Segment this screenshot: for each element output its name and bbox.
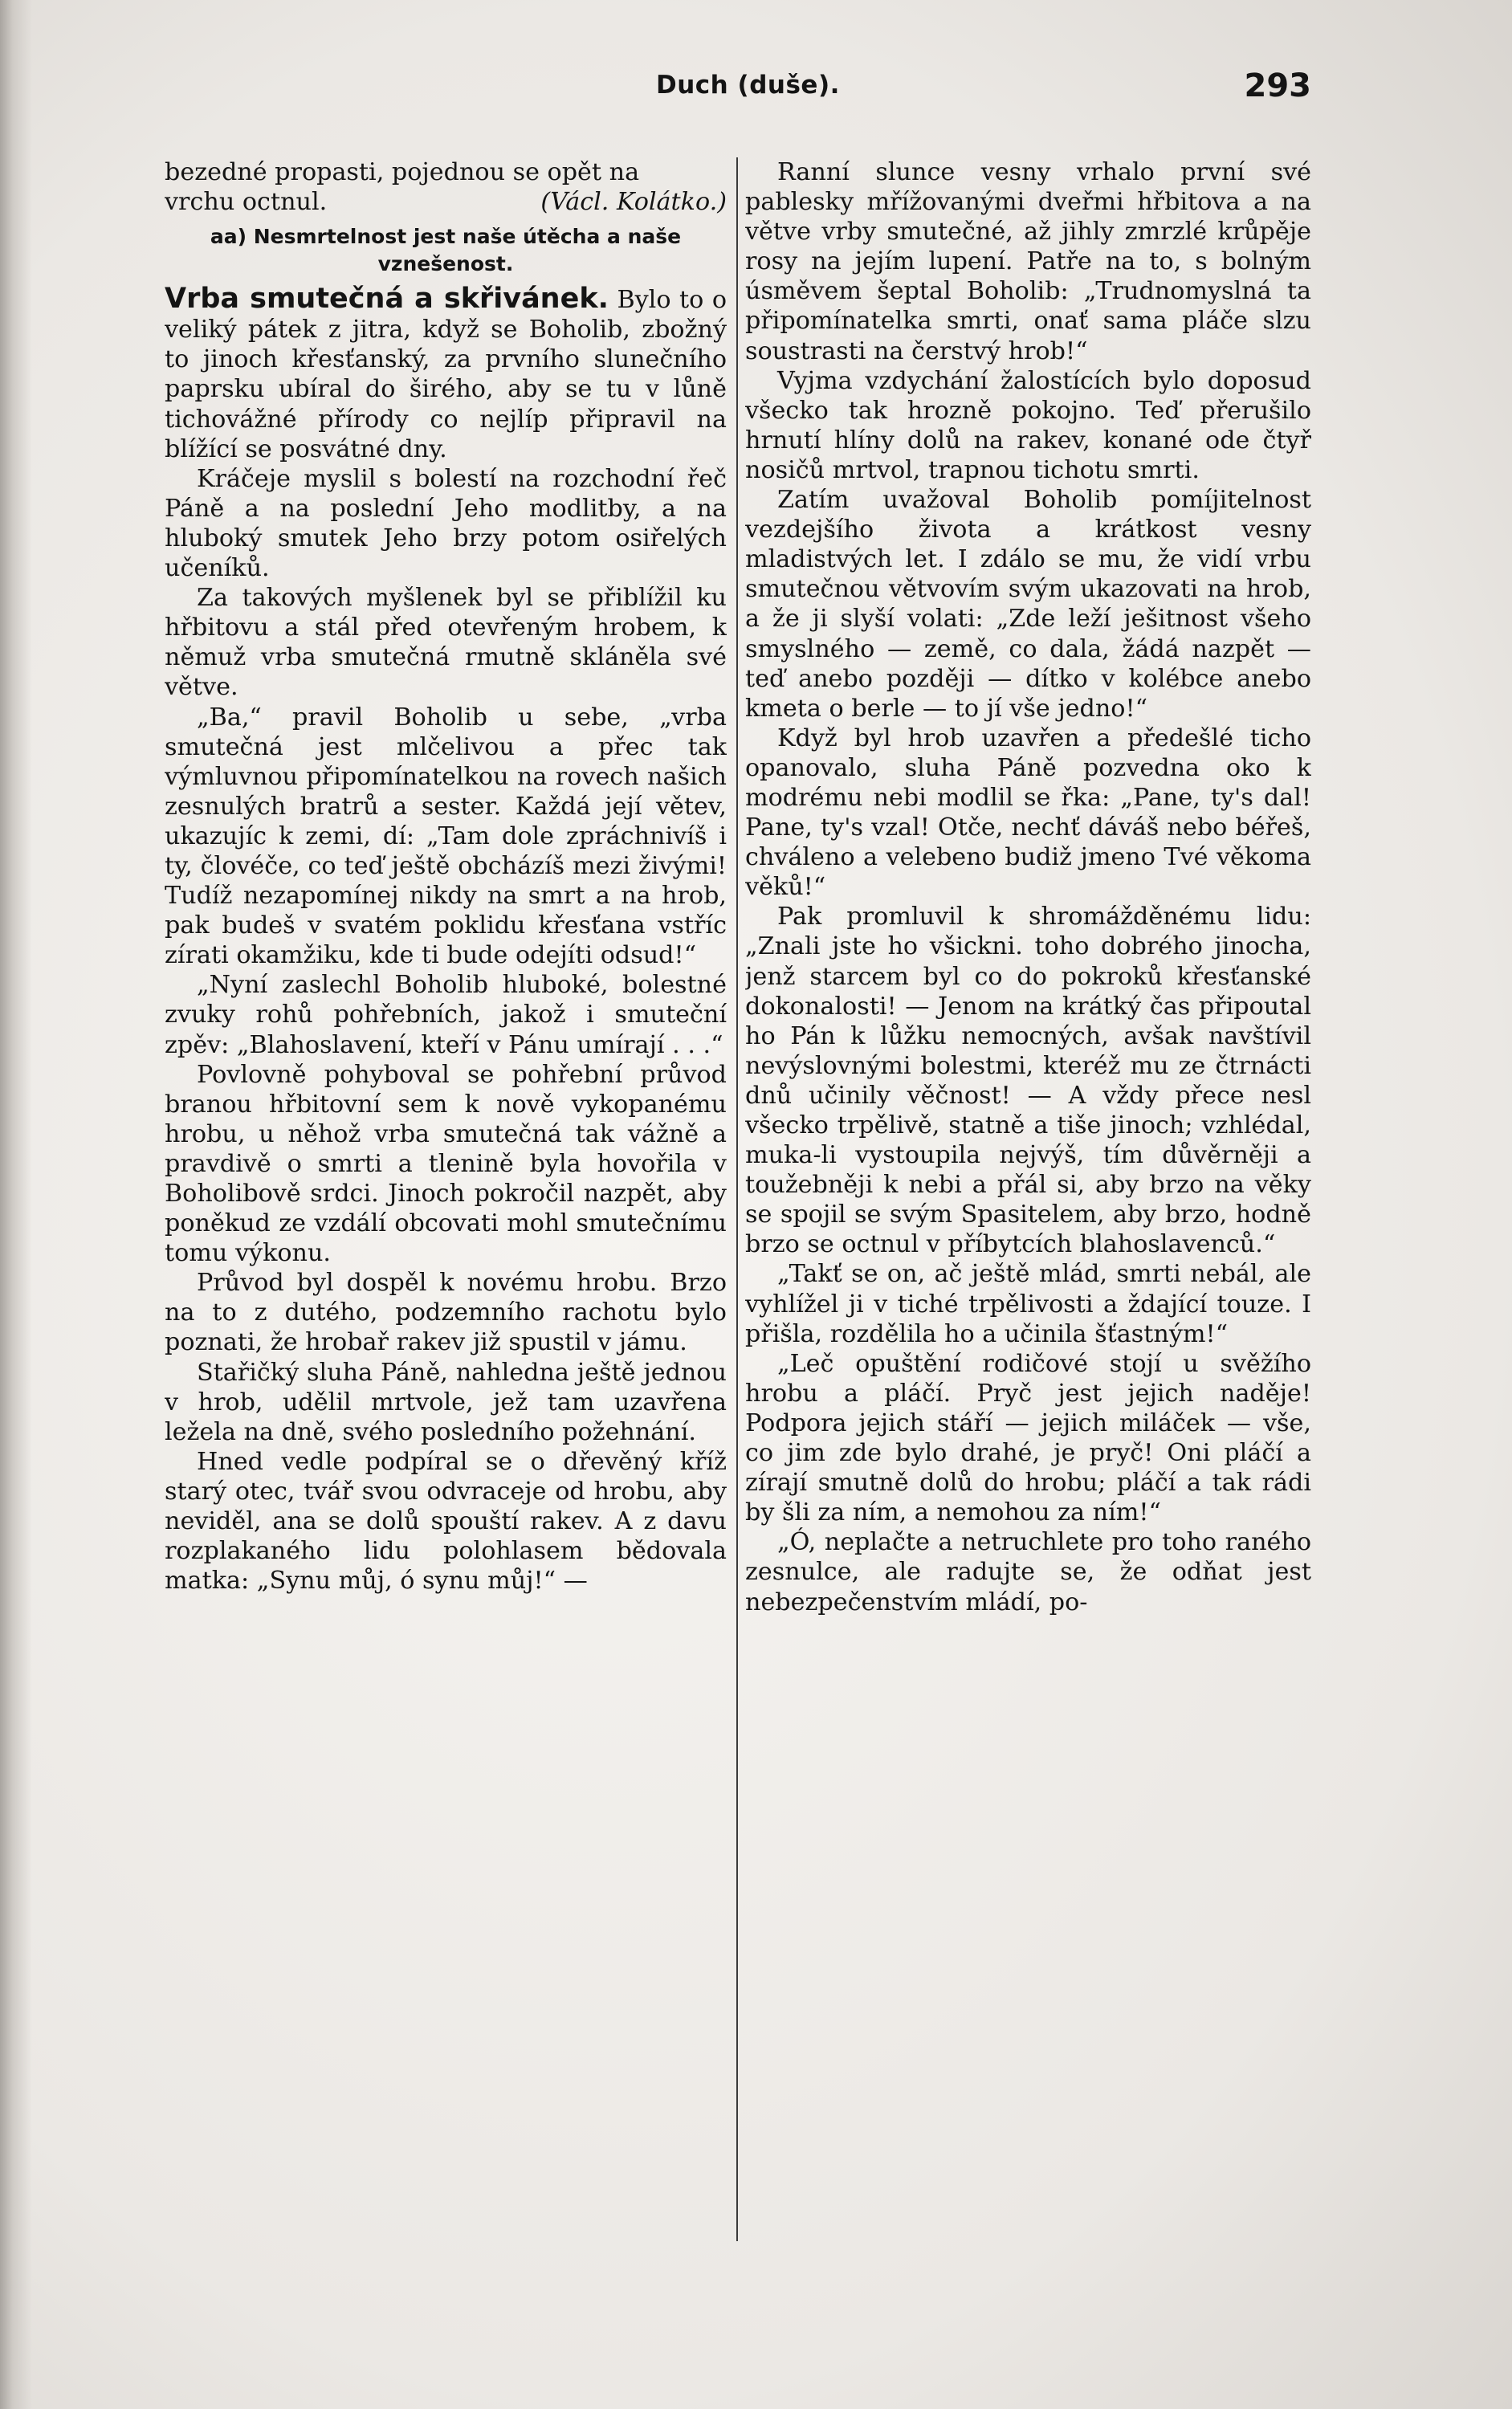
paragraph: Když byl hrob uzavřen a předešlé ticho opanovalo, sluha Páně pozvedna oko k modrému nebi modlil se řka: „Pane, ty's dal! Pane, ty's vzal! Otče, nechť dáváš nebo béřeš, chváleno a velebeno budiž jmeno Tvé věkoma věků!“ (745, 724, 1311, 902)
column-divider (736, 157, 738, 2241)
paragraph: „Ó, neplačte a netruchlete pro toho raného zesnulce, ale radujte se, že odňat jest nebezpečenstvím mládí, po- (745, 1528, 1311, 1616)
paragraph: Za takových myšlenek byl se přiblížil ku hřbitovu a stál před otevřeným hrobem, k němuž vrba smutečná rmutně skláněla své větve. (165, 584, 727, 702)
paragraph: bezedné propasti, pojednou se opět na (165, 158, 640, 186)
story-title: Vrba smutečná a skřivánek. (165, 283, 609, 316)
scan-shadow-edge (0, 0, 32, 2409)
paragraph (165, 284, 727, 464)
paragraph: „Leč opuštění rodičové stojí u svěžího hrobu a pláčí. Pryč jest jejich naděje! Podpora jejich stáří — jejich miláček — vše, co jim zde bylo drahé, je pryč! Oni pláčí a zírají smutně dolů do hrobu; pláčí a tak rádi by šli za ním, a nemohou za ním!“ (745, 1349, 1311, 1527)
paragraph-end: vrchu octnul. (165, 188, 328, 217)
citation-line (165, 187, 727, 217)
paragraph: Průvod byl dospěl k novému hrobu. Brzo na to z dutého, podzemního rachotu bylo poznati, že hrobař rakev již spustil v jámu. (165, 1269, 727, 1357)
paragraph: Povlovně pohyboval se pohřební průvod branou hřbitovní sem k nově vykopanému hrobu, u něhož vrba smutečná tak vážně a pravdivě o smrti a tlenině byla hovořila v Boholibově srdci. Jinoch pokročil nazpět, aby poněkud ze vzdálí obcovati mohl smutečnímu tomu výkonu. (165, 1060, 727, 1268)
page-number: 293 (1244, 67, 1311, 104)
paragraph: „Ba,“ pravil Boholib u sebe, „vrba smutečná jest mlčelivou a přec tak výmluvnou připomínatelkou na rovech našich zesnulých bratrů a sester. Každá její větev, ukazujíc k zemi, dí: „Tam dole zpráchnivíš i ty, človéče, co teď ještě obcházíš mezi živými! Tudíž nezapomínej nikdy na smrt a na hrob, pak budeš v svatém poklidu křesťana vstříc zírati okamžiku, kde ti bude odejíti odsud!“ (165, 703, 727, 970)
paragraph-text: Bylo to o veliký pátek z jitra, když se Boholib, zbožný to jinoch křesťanský, za prvního slunečního paprsku ubíral do širého, aby se tu v lůně tichovážné přírody co nejlíp připravil na blížící se posvátné dny. (165, 286, 727, 463)
paragraph: Kráčeje myslil s bolestí na rozchodní řeč Páně a na poslední Jeho modlitby, a na hluboký smutek Jeho brzy potom osiřelých učeníků. (165, 464, 727, 583)
paragraph: Zatím uvažoval Boholib pomíjitelnost vezdejšího života a krátkost vesny mladistvých let. I zdálo se mu, že vidí vrbu smutečnou větvovím svým ukazovati na hrob, a že ji slyší volati: „Zde leží ješitnost všeho smyslného — země, co dala, žádá nazpět — teď anebo později — dítko v kolébce anebo kmeta o berle — to jí vše jedno!“ (745, 486, 1311, 723)
paragraph: „Nyní zaslechl Boholib hluboké, bolestné zvuky rohů pohřebních, jakož i smuteční zpěv: „Blahoslavení, kteří v Pánu umírají . . .“ (165, 971, 727, 1059)
paragraph: Stařičký sluha Páně, nahledna ještě jednou v hrob, udělil mrtvole, jež tam uzavřena ležela na dně, svého posledního požehnání. (165, 1358, 727, 1446)
paragraph: Ranní slunce vesny vrhalo první své pablesky mřížovanými dveřmi hřbitova a na větve vrby smutečné, až jihly zmrzlé krůpěje rosy na jejím lupení. Patře na to, s bolným úsměvem šeptal Boholib: „Trudnomyslná ta připomínatelka smrti, onať sama pláče slzu soustrasti na čerstvý hrob!“ (745, 158, 1311, 365)
author-citation: (Václ. Kolátko.) (540, 188, 727, 217)
paragraph: „Takť se on, ač ještě mlád, smrti nebál, ale vyhlížel ji v tiché trpělivosti a ždající touze. I přišla, rozdělila ho a učinila šťastným!“ (745, 1260, 1311, 1348)
left-column (165, 157, 727, 2245)
section-heading: aa) Nesmrtelnost jest naše útěcha a naše vznešenost. (210, 225, 682, 276)
right-column (745, 157, 1311, 2245)
page-header (165, 67, 1311, 119)
running-title: Duch (duše). (656, 71, 840, 100)
paragraph: Pak promluvil k shromážděnému lidu: „Znali jste ho všickni. toho dobrého jinocha, jenž starcem byl co do pokroků křesťanské dokonalosti! — Jenom na krátký čas připoutal ho Pán k lůžku nemocných, avšak navštívil nevýslovnými bolestmi, kteréž mu ze čtrnácti dnů učinily věčnost! — A vždy přece nesl všecko trpělivě, statně a tiše jinoch; vzhlédal, muka-li vystoupila nejvýš, tím důvěrněji a toužebněji k nebi a přál si, aby brzo na věky se spojil se svým Spasitelem, aby brzo, hodně brzo se octnul v příbytcích blahoslavenců.“ (745, 903, 1311, 1259)
paragraph: Hned vedle podpíral se o dřevěný kříž starý otec, tvář svou odvraceje od hrobu, aby neviděl, ana se dolů spouští rakev. A z davu rozplakaného lidu polohlasem bědovala matka: „Synu můj, ó synu můj!“ — (165, 1447, 727, 1596)
paragraph: Vyjma vzdychání žalostících bylo doposud všecko tak hrozně pokojno. Teď přerušilo hrnutí hlíny dolů na rakev, konané ode čtyř nosičů mrtvol, trapnou tichotu smrti. (745, 366, 1311, 484)
